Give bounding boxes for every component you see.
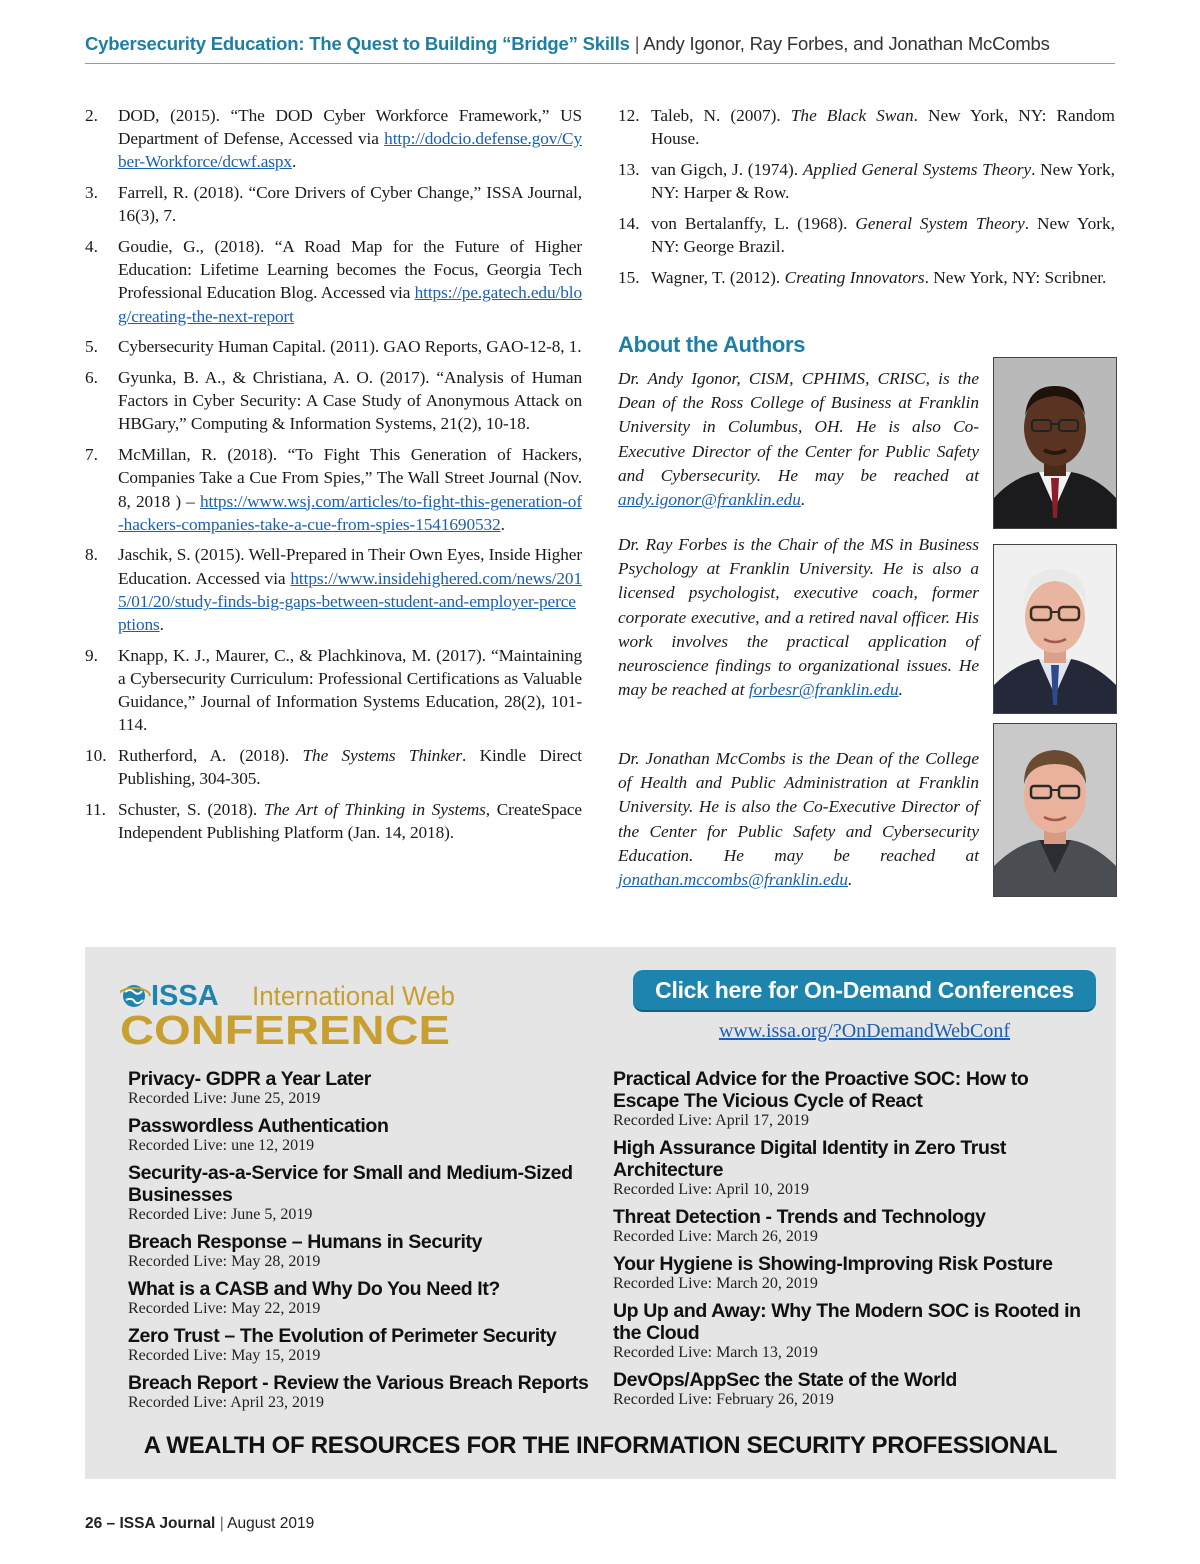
running-header: [85, 33, 1115, 55]
page-footer: [85, 1515, 314, 1533]
reference-number: 9.: [85, 645, 98, 665]
reference-text: DOD, (2015). “The DOD Cyber Workforce Framework,” US Department of Defense, Accessed via http://dodcio.defense.gov/Cyber-Workforce/dcwf.aspx.: [118, 106, 582, 172]
session-title[interactable]: Your Hygiene is Showing-Improving Risk Posture: [613, 1253, 1053, 1275]
email-link-mccombs[interactable]: jonathan.mccombs@franklin.edu: [618, 870, 848, 890]
webinar-session[interactable]: [128, 1162, 598, 1223]
logo-issa-text: ISSA: [151, 980, 219, 1012]
conference-tagline: A WEALTH OF RESOURCES FOR THE INFORMATION SECURITY PROFESSIONAL: [143, 1432, 1058, 1459]
session-date: Recorded Live: March 20, 2019: [613, 1275, 818, 1292]
webinar-session[interactable]: [613, 1369, 1083, 1408]
webinar-session[interactable]: [128, 1278, 598, 1317]
reference-item: [85, 798, 582, 844]
author-photo-mccombs: [993, 723, 1117, 897]
reference-item: [85, 744, 582, 790]
page-number: 26 – ISSA Journal: [85, 1515, 216, 1532]
session-date: Recorded Live: May 28, 2019: [128, 1253, 321, 1270]
reference-text: Gyunka, B. A., & Christiana, A. O. (2017). “Analysis of Human Factors in Cyber Security: A Case Study of Anonymous Attack on HBGary,” Computing & Information Systems, 21(2), 10-18.: [118, 368, 582, 434]
webinar-session[interactable]: [128, 1115, 598, 1154]
reference-item: [618, 104, 1115, 150]
reference-link[interactable]: https://www.wsj.com/articles/to-fight-this-generation-of-hackers-companies-take-a-cue-from-spies-1541690532: [118, 491, 582, 534]
reference-number: 14.: [618, 213, 640, 233]
globe-icon: [120, 985, 150, 1007]
reference-book-title: Applied General Systems Theory: [802, 159, 1032, 179]
logo-international-text: International Web: [252, 981, 455, 1011]
reference-text: van Gigch, J. (1974). Applied General Systems Theory. New York, NY: Harper & Row.: [651, 159, 1115, 203]
reference-book-title: The Systems Thinker: [302, 746, 462, 766]
author-bio-forbes: Dr. Ray Forbes is the Chair of the MS in Business Psychology at Franklin University. He is also a licensed psychologist, executive coach, former corporate executive, and a retired naval officer. His work involves the practical application of neuroscience findings to organizational issues. He may be reached at forbesr@franklin.edu.: [618, 535, 979, 700]
reference-number: 13.: [618, 159, 640, 179]
reference-text: Jaschik, S. (2015). Well-Prepared in Their Own Eyes, Inside Higher Education. Accessed via https://www.insidehighered.com/news/2015/01/20/study-finds-big-gaps-between-student-and-employer-perceptions.: [118, 545, 582, 635]
reference-item: [85, 104, 582, 174]
header-divider: [85, 63, 1115, 64]
session-title[interactable]: Security-as-a-Service for Small and Medium-Sized Businesses: [128, 1162, 573, 1206]
session-date: Recorded Live: April 10, 2019: [613, 1181, 809, 1198]
reference-list-left: [85, 104, 582, 852]
webinar-session[interactable]: [613, 1068, 1083, 1129]
reference-item: [85, 181, 582, 227]
session-date: Recorded Live: March 13, 2019: [613, 1344, 818, 1361]
reference-number: 2.: [85, 106, 98, 125]
webinar-session[interactable]: [613, 1206, 1083, 1245]
session-title[interactable]: Breach Response – Humans in Security: [128, 1231, 483, 1253]
reference-number: 8.: [85, 545, 98, 565]
reference-number: 15.: [618, 267, 640, 287]
reference-link[interactable]: https://pe.gatech.edu/blog/creating-the-next-report: [118, 283, 582, 326]
reference-text: Cybersecurity Human Capital. (2011). GAO Reports, GAO-12-8, 1.: [118, 337, 582, 357]
reference-number: 4.: [85, 237, 98, 257]
webinar-session[interactable]: [613, 1137, 1083, 1198]
reference-text: Rutherford, A. (2018). The Systems Thinker. Kindle Direct Publishing, 304-305.: [118, 746, 582, 789]
session-date: Recorded Live: February 26, 2019: [613, 1391, 834, 1408]
session-date: Recorded Live: une 12, 2019: [128, 1137, 315, 1154]
logo-conference-text: CONFERENCE: [120, 1007, 450, 1048]
on-demand-conferences-button[interactable]: Click here for On-Demand Conferences: [633, 970, 1096, 1012]
session-date: Recorded Live: May 15, 2019: [128, 1347, 321, 1364]
article-title: Cybersecurity Education: The Quest to Building “Bridge” Skills: [85, 33, 630, 54]
reference-item: [85, 543, 582, 636]
reference-text: Taleb, N. (2007). The Black Swan. New York, NY: Random House.: [651, 106, 1116, 149]
reference-book-title: The Art of Thinking in Systems: [263, 799, 486, 819]
session-title[interactable]: Practical Advice for the Proactive SOC: How to Escape The Vicious Cycle of React: [613, 1068, 1029, 1112]
session-date: Recorded Live: June 5, 2019: [128, 1206, 313, 1223]
session-title[interactable]: Privacy- GDPR a Year Later: [128, 1068, 371, 1090]
session-title[interactable]: Threat Detection - Trends and Technology: [613, 1206, 986, 1228]
reference-text: Farrell, R. (2018). “Core Drivers of Cyber Change,” ISSA Journal, 16(3), 7.: [118, 183, 582, 226]
reference-number: 7.: [85, 445, 98, 465]
reference-text: Schuster, S. (2018). The Art of Thinking in Systems, CreateSpace Independent Publishing Platform (Jan. 14, 2018).: [118, 799, 582, 843]
session-title[interactable]: Passwordless Authentication: [128, 1115, 389, 1137]
reference-link[interactable]: http://dodcio.defense.gov/Cyber-Workforce/dcwf.aspx: [118, 129, 582, 172]
reference-item: [85, 644, 582, 737]
reference-link[interactable]: https://www.insidehighered.com/news/2015/01/20/study-finds-big-gaps-between-student-and-employer-perceptions: [118, 568, 582, 635]
session-date: Recorded Live: May 22, 2019: [128, 1300, 321, 1317]
issue-date: August 2019: [227, 1515, 315, 1532]
reference-item: [85, 335, 582, 358]
reference-book-title: Creating Innovators: [784, 267, 925, 287]
author-photo-igonor: [993, 357, 1117, 529]
footer-separator: |: [219, 1515, 224, 1532]
about-authors-heading: About the Authors: [618, 332, 806, 357]
session-title[interactable]: Breach Report - Review the Various Breach Reports: [128, 1372, 589, 1394]
session-title[interactable]: Zero Trust – The Evolution of Perimeter Security: [128, 1325, 557, 1347]
session-list-right: [613, 1068, 1083, 1416]
header-separator: |: [634, 33, 640, 54]
webinar-session[interactable]: [128, 1325, 598, 1364]
session-date: Recorded Live: March 26, 2019: [613, 1228, 818, 1245]
author-bio-igonor: Dr. Andy Igonor, CISM, CPHIMS, CRISC, is the Dean of the Ross College of Business at Franklin University in Columbus, OH. He is also Co-Executive Director of the Center for Public Safety and Cybersecurity. He may be reached at andy.igonor@franklin.edu.: [618, 369, 979, 510]
reference-item: [618, 266, 1115, 289]
reference-number: 10.: [85, 746, 107, 766]
article-authors: Andy Igonor, Ray Forbes, and Jonathan McCombs: [643, 33, 1050, 54]
reference-book-title: The Black Swan: [790, 106, 914, 125]
reference-text: Wagner, T. (2012). Creating Innovators. New York, NY: Scribner.: [651, 267, 1107, 287]
session-title[interactable]: What is a CASB and Why Do You Need It?: [128, 1278, 500, 1300]
session-title[interactable]: Up Up and Away: Why The Modern SOC is Rooted in the Cloud: [613, 1300, 1081, 1344]
session-date: Recorded Live: April 23, 2019: [128, 1394, 324, 1411]
webinar-session[interactable]: [613, 1253, 1083, 1292]
email-link-forbes[interactable]: forbesr@franklin.edu: [748, 680, 899, 700]
session-date: Recorded Live: June 25, 2019: [128, 1090, 321, 1107]
author-photo-forbes: [993, 544, 1117, 714]
reference-number: 6.: [85, 368, 98, 388]
reference-text: Goudie, G., (2018). “A Road Map for the Future of Higher Education: Lifetime Learning becomes the Focus, Georgia Tech Professional Education Blog. Accessed via https://pe.gatech.edu/blog/creating-the-next-report: [118, 237, 582, 326]
reference-item: [618, 158, 1115, 204]
reference-item: [618, 212, 1115, 258]
reference-text: von Bertalanffy, L. (1968). General System Theory. New York, NY: George Brazil.: [651, 213, 1116, 257]
reference-text: Knapp, K. J., Maurer, C., & Plachkinova, M. (2017). “Maintaining a Cybersecurity Curriculum: Professional Certifications as Valuable Guidance,” Journal of Information Systems Education, 28(2), 101-114.: [118, 645, 582, 735]
reference-number: 11.: [85, 799, 106, 819]
author-bio-mccombs: Dr. Jonathan McCombs is the Dean of the College of Health and Public Administration at Franklin University. He is also the Co-Executive Director of the Center for Public Safety and Cybersecurity Education. He may be reached at jonathan.mccombs@franklin.edu.: [618, 749, 979, 890]
session-list-left: [128, 1068, 598, 1419]
issa-conference-logo: [120, 976, 460, 1048]
reference-text: McMillan, R. (2018). “To Fight This Generation of Hackers, Companies Take a Cue From Spies,” The Wall Street Journal (Nov. 8, 2018 ) – https://www.wsj.com/articles/to-fight-this-generation-of-hackers-companies-take-a-cue-from-spies-1541690532.: [118, 445, 582, 534]
reference-number: 5.: [85, 337, 98, 357]
session-title[interactable]: DevOps/AppSec the State of the World: [613, 1369, 957, 1391]
reference-book-title: General System Theory: [855, 213, 1025, 233]
webinar-session[interactable]: [128, 1372, 598, 1411]
email-link-igonor[interactable]: andy.igonor@franklin.edu: [618, 490, 801, 510]
session-title[interactable]: High Assurance Digital Identity in Zero Trust Architecture: [613, 1137, 1007, 1181]
reference-list-right: [618, 104, 1115, 296]
webinar-session[interactable]: [613, 1300, 1083, 1361]
session-date: Recorded Live: April 17, 2019: [613, 1112, 809, 1129]
reference-item: [85, 366, 582, 436]
reference-item: [85, 443, 582, 536]
reference-number: 12.: [618, 106, 640, 125]
on-demand-conferences-link[interactable]: www.issa.org/?OnDemandWebConf: [718, 1020, 1011, 1042]
reference-item: [85, 235, 582, 328]
reference-number: 3.: [85, 183, 98, 203]
webinar-session[interactable]: [128, 1068, 598, 1107]
webinar-session[interactable]: [128, 1231, 598, 1270]
